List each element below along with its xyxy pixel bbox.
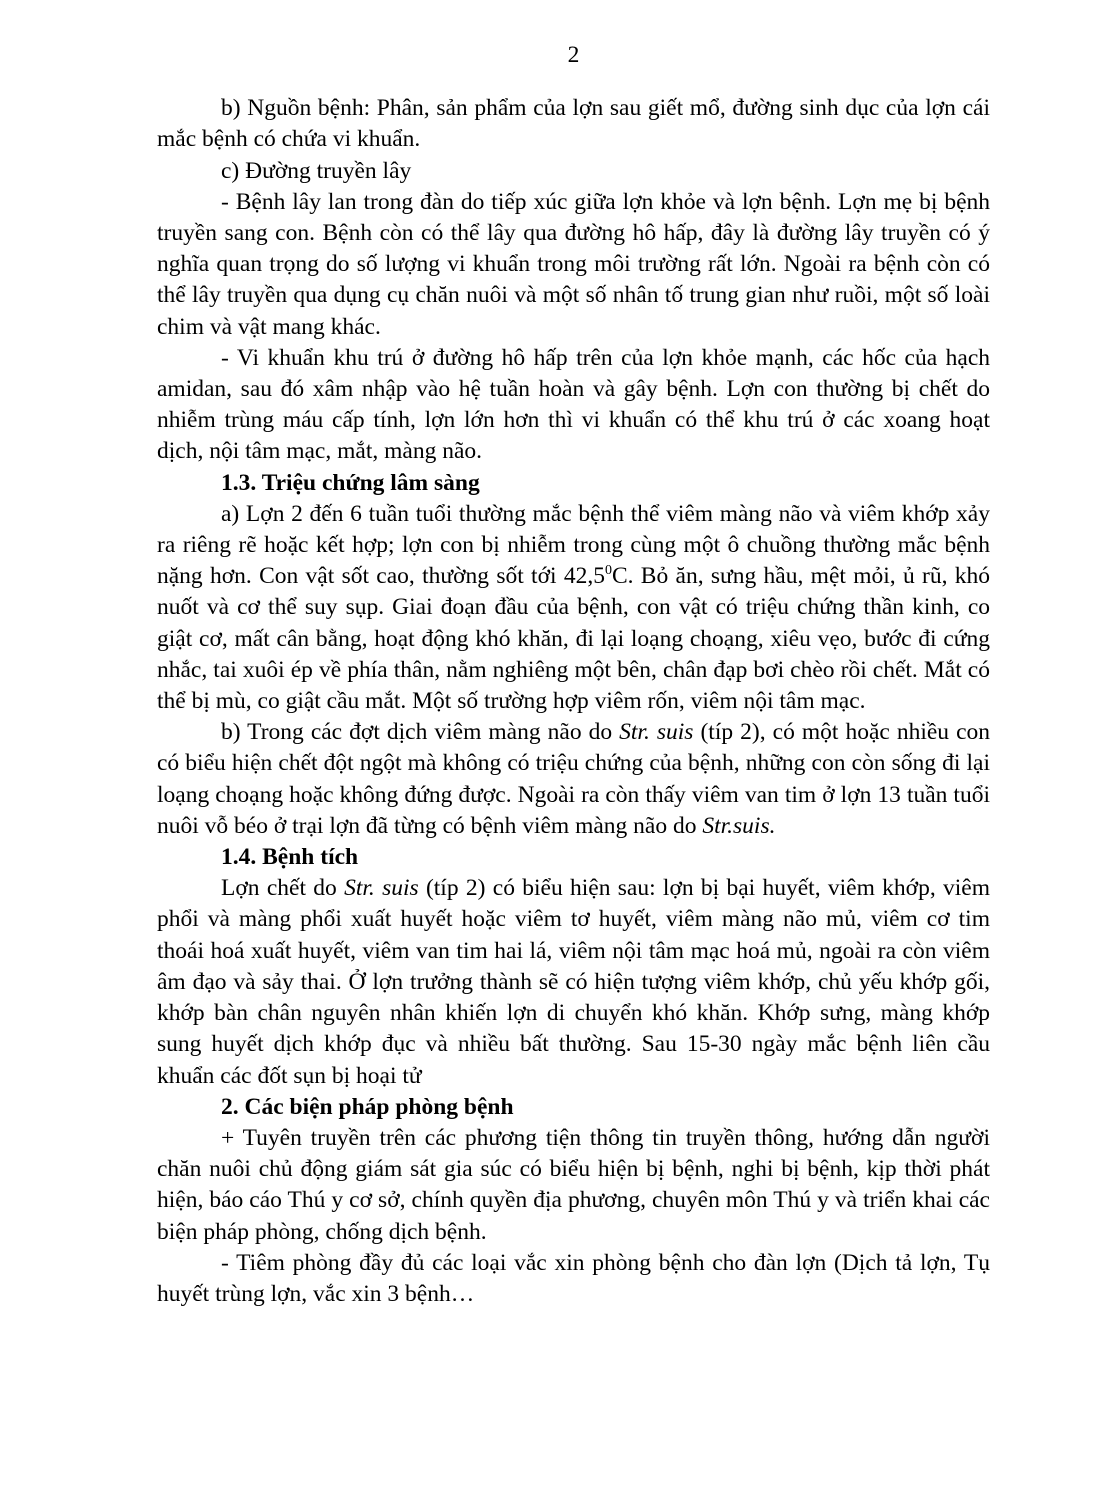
symptoms-b-text-middle: (típ 2), có một hoặc nhiều con có biểu hiện chết đột ngột mà không có triệu chứng của bệnh, những con còn sống đi lại loạng choạng hoặc không đứng được. Ngoài ra còn thấy viêm van tim ở lợn 13 tuần tuổi nuôi vỗ béo ở trại lợn đã từng có bệnh viêm màng não do xyxy=(157,719,991,839)
paragraph-transmission-contact: - Bệnh lây lan trong đàn do tiếp xúc giữa lợn khỏe và lợn bệnh. Lợn mẹ bị bệnh truyền sang con. Bệnh còn có thể lây qua đường hô hấp, đây là đường lây truyền có ý nghĩa quan trọng do số lượng vi khuẩn trong môi trường rất lớn. Ngoài ra bệnh còn có thể lây truyền qua dụng cụ chăn nuôi và một số nhân tố trung gian như ruồi, một số loài chim và vật mang khác. xyxy=(157,188,990,340)
species-name-italic: Str. suis xyxy=(619,719,694,746)
degree-superscript: 0 xyxy=(604,563,612,579)
paragraph-source-of-disease: b) Nguồn bệnh: Phân, sản phẩm của lợn sau giết mổ, đường sinh dục của lợn cái mắc bệnh có chứa vi khuẩn. xyxy=(157,95,990,153)
document-page xyxy=(157,40,990,1310)
paragraph-lesions xyxy=(157,873,990,1091)
page-number: 2 xyxy=(567,42,580,68)
paragraph-symptoms-a xyxy=(157,499,990,717)
paragraph-prevention-vaccination: - Tiêm phòng đầy đủ các loại vắc xin phòng bệnh cho đàn lợn (Dịch tả lợn, Tụ huyết trùng lợn, vắc xin 3 bệnh… xyxy=(157,1249,990,1307)
heading-lesions: 1.4. Bệnh tích xyxy=(221,844,359,871)
paragraph-transmission-title: c) Đường truyền lây xyxy=(221,157,412,184)
heading-prevention: 2. Các biện pháp phòng bệnh xyxy=(221,1093,514,1120)
symptoms-b-text-start: b) Trong các đợt dịch viêm màng não do xyxy=(221,719,620,746)
lesions-text-end: (típ 2) có biểu hiện sau: lợn bị bại huyết, viêm khớp, viêm phổi và màng phổi xuất huyết hoặc viêm tơ huyết, viêm màng não mủ, viêm cơ tim thoái hoá xuất huyết, viêm van tim hai lá, viêm nội tâm mạc hoá mủ, ngoài ra còn viêm âm đạo và sảy thai. Ở lợn trưởng thành sẽ có hiện tượng viêm khớp, chủ yếu khớp gối, khớp bàn chân nguyên nhân khiến lợn di chuyển khó khăn. Khớp sưng, màng khớp sung huyết dịch khớp đục và nhiều bất thường. Sau 15-30 ngày mắc bệnh liên cầu khuẩn các đốt sụn bị hoại tử xyxy=(157,875,991,1089)
species-name-italic-2: Str.suis. xyxy=(702,812,776,839)
lesions-text-start: Lợn chết do xyxy=(221,875,345,902)
species-name-italic-3: Str. suis xyxy=(344,875,419,902)
paragraph-symptoms-b xyxy=(157,717,990,842)
symptoms-a-text-end: C. Bỏ ăn, sưng hầu, mệt mỏi, ủ rũ, khó nuốt và cơ thể suy sụp. Giai đoạn đầu của bệnh, con vật có triệu chứng thần kinh, co giật cơ, mất cân bằng, hoạt động khó khăn, đi lại loạng choạng, xiêu vẹo, bước đi cứng nhắc, tai xuôi ép về phía thân, nằm nghiêng một bên, chân đạp bơi chèo rồi chết. Mắt có thể bị mù, co giật cầu mắt. Một số trường hợp viêm rốn, viêm nội tâm mạc. xyxy=(157,563,990,715)
paragraph-transmission-bacteria: - Vi khuẩn khu trú ở đường hô hấp trên của lợn khỏe mạnh, các hốc của hạch amidan, sau đó xâm nhập vào hệ tuần hoàn và gây bệnh. Lợn con thường bị chết do nhiễm trùng máu cấp tính, lợn lớn hơn thì vi khuẩn có thể khu trú ở các xoang hoạt dịch, nội tâm mạc, mắt, màng não. xyxy=(157,344,990,465)
symptoms-a-text-start: a) Lợn 2 đến 6 tuần tuổi thường mắc bệnh thể viêm màng não và viêm khớp xảy ra riêng rẽ hoặc kết hợp; lợn con bị nhiễm trong cùng một ô chuồng thường mắc bệnh nặng hơn. Con vật sốt cao, thường sốt tới 42,5 xyxy=(157,500,990,590)
heading-clinical-symptoms: 1.3. Triệu chứng lâm sàng xyxy=(221,469,480,496)
paragraph-prevention-communication: + Tuyên truyền trên các phương tiện thông tin truyền thông, hướng dẫn người chăn nuôi chủ động giám sát gia súc có biểu hiện bị bệnh, nghi bị bệnh, kịp thời phát hiện, báo cáo Thú y cơ sở, chính quyền địa phương, chuyên môn Thú y và triển khai các biện pháp phòng, chống dịch bệnh. xyxy=(157,1124,990,1245)
